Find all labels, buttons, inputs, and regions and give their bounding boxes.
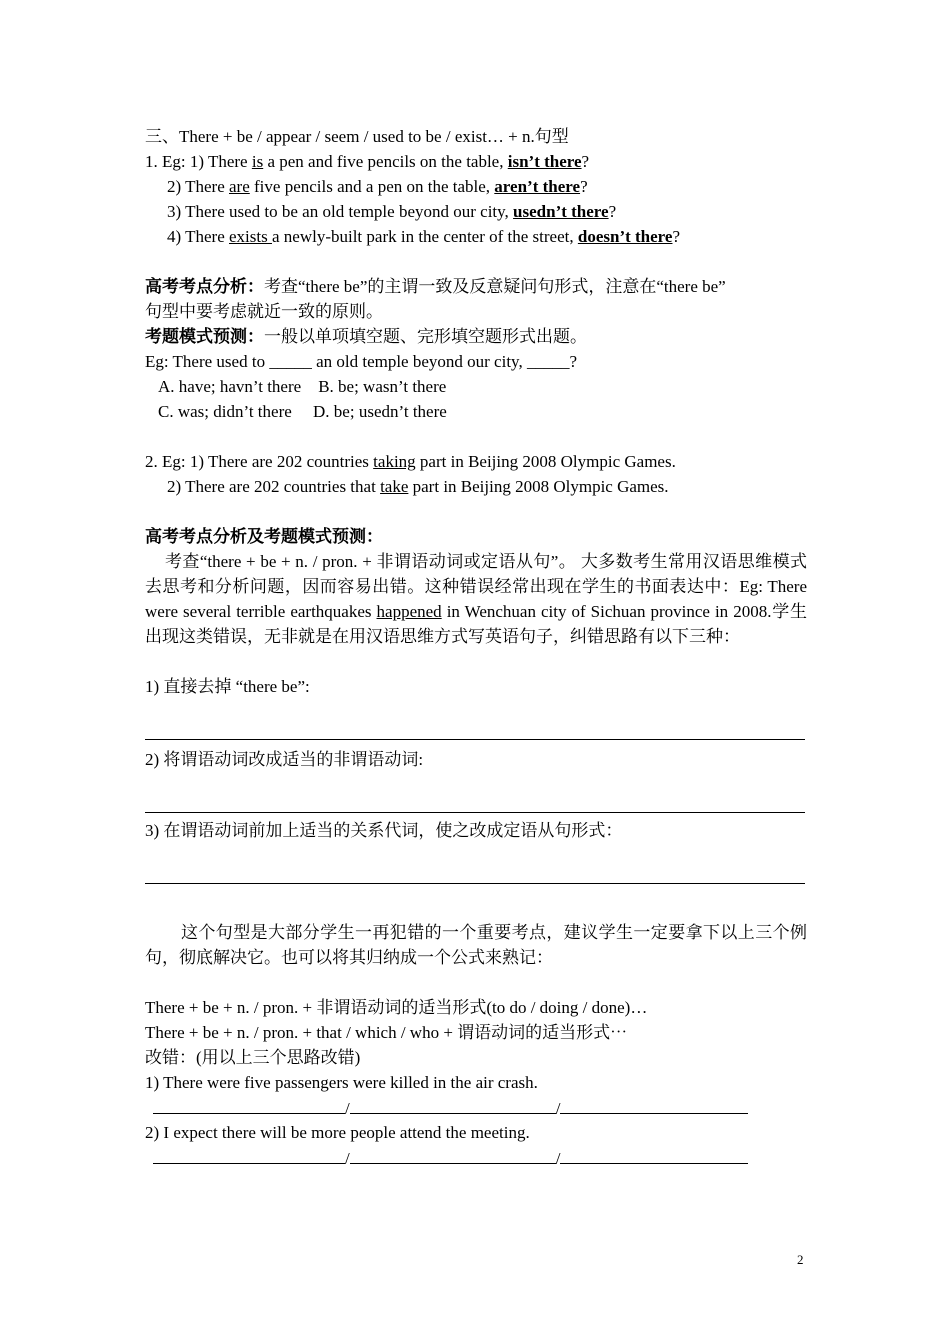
example-1-2: 2) There are five pencils and a pen on the table, aren’t there? xyxy=(167,177,588,196)
example-1-1: 1. Eg: 1) There is a pen and five pencils on the table, isn’t there? xyxy=(145,152,590,171)
formula-1: There + be + n. / pron. + 非谓语动词的适当形式(to do / doing / done)… xyxy=(145,998,648,1017)
answer-blank[interactable] xyxy=(153,1145,345,1164)
correction-question-1: 1) There were five passengers were killed in the air crash. xyxy=(145,1073,538,1092)
example-1-4: 4) There exists a newly-built park in the center of the street, doesn’t there? xyxy=(167,227,681,246)
summary-paragraph: 这个句型是大部分学生一再犯错的一个重要考点，建议学生一定要拿下以上三个例句，彻底解决它。也可以将其归纳成一个公式来熟记： xyxy=(145,923,807,967)
method-1: 1) 直接去掉 “there be”: xyxy=(145,677,310,696)
formula-2: There + be + n. / pron. + that / which / who + 谓语动词的适当形式⋯ xyxy=(145,1023,628,1042)
method-2: 2) 将谓语动词改成适当的非谓语动词: xyxy=(145,750,424,769)
analysis-2-paragraph: 考查“there + be + n. / pron. + 非谓语动词或定语从句”。 大多数考生常用汉语思维模式去思考和分析问题，因而容易出错。这种错误经常出现在学生的书面表达中：Eg: There were several terrible earthquakes happened in Wenchuan city of Sichuan province in 2008.学生出现这类错误，无非就是在用汉语思维方式写英语句子，纠错思路有以下三种： xyxy=(145,552,808,646)
quiz-question: Eg: There used to _____ an old temple beyond our city, _____? xyxy=(145,352,577,371)
quiz-options-cd: C. was; didn’t there D. be; usedn’t there xyxy=(158,402,447,421)
analysis-1-line-1: 高考考点分析：考查“there be”的主谓一致及反意疑问句形式，注意在“there be” xyxy=(145,277,726,296)
example-2-2: 2) There are 202 countries that take part in Beijing 2008 Olympic Games. xyxy=(167,477,669,496)
answer-blank[interactable] xyxy=(350,1145,556,1164)
example-1-3: 3) There used to be an old temple beyond our city, usedn’t there? xyxy=(167,202,617,221)
quiz-options-ab: A. have; havn’t there B. be; wasn’t there xyxy=(158,377,447,396)
correction-heading: 改错：(用以上三个思路改错) xyxy=(145,1048,361,1067)
answer-line-1[interactable] xyxy=(145,739,805,740)
correction-question-2: 2) I expect there will be more people attend the meeting. xyxy=(145,1123,530,1142)
answer-blank[interactable] xyxy=(560,1145,748,1164)
example-2-1: 2. Eg: 1) There are 202 countries taking part in Beijing 2008 Olympic Games. xyxy=(145,452,676,471)
method-3: 3) 在谓语动词前加上适当的关系代词，使之改成定语从句形式： xyxy=(145,821,623,840)
page-number: 2 xyxy=(797,1252,804,1267)
answer-blank[interactable] xyxy=(560,1095,748,1114)
correction-answer-2: / / xyxy=(145,1145,807,1170)
analysis-2-heading: 高考考点分析及考题模式预测： xyxy=(145,527,383,546)
answer-line-2[interactable] xyxy=(145,812,805,813)
section-heading: 三、There + be / appear / seem / used to be / exist… + n.句型 xyxy=(145,127,569,146)
page-content xyxy=(145,124,807,1170)
correction-answer-1: / / xyxy=(145,1095,807,1120)
prediction-1: 考题模式预测：一般以单项填空题、完形填空题形式出题。 xyxy=(145,327,587,346)
answer-blank[interactable] xyxy=(350,1095,556,1114)
analysis-1-line-2: 句型中要考虑就近一致的原则。 xyxy=(145,302,383,321)
answer-blank[interactable] xyxy=(153,1095,345,1114)
